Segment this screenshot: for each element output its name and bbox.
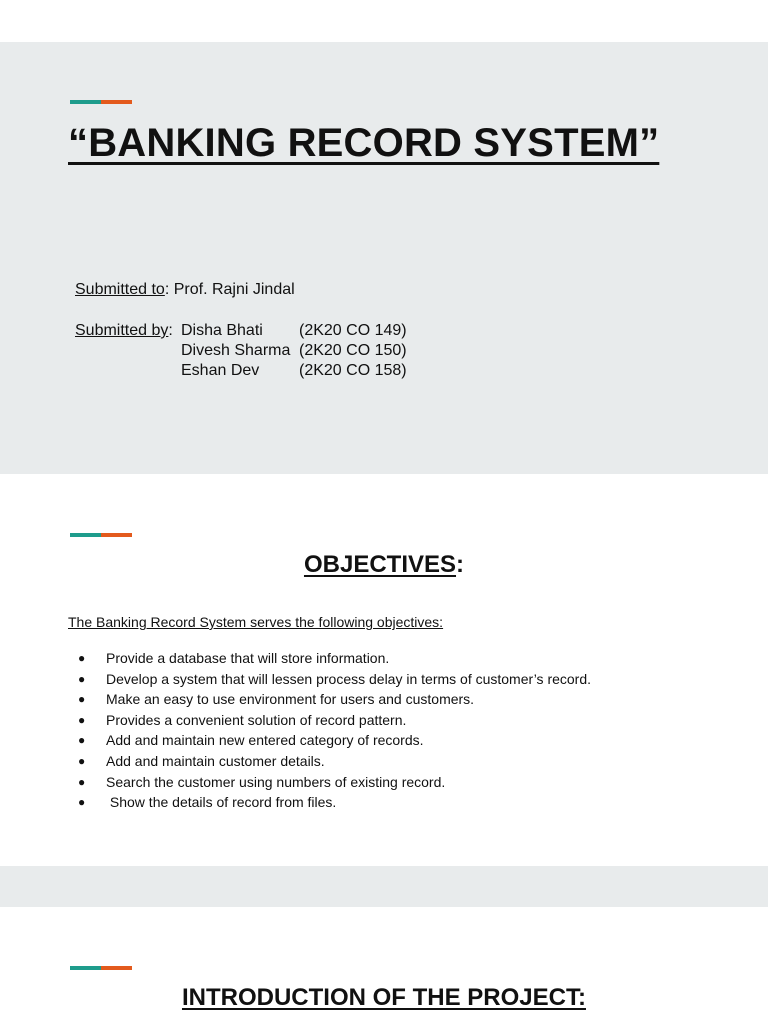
objectives-heading-text: OBJECTIVES <box>303 551 457 578</box>
accent-bar <box>70 966 132 970</box>
list-item-text: Make an easy to use environment for users and customers. <box>106 691 475 708</box>
submitted-to-value: : Prof. Rajni Jindal <box>164 281 295 298</box>
accent-bar-teal <box>70 966 101 970</box>
member-roll: (2K20 CO 150) <box>299 342 407 359</box>
list-item <box>78 710 591 731</box>
bullet-icon: ● <box>78 733 86 748</box>
bullet-icon: ● <box>78 753 86 768</box>
list-item-text: Add and maintain new entered category of records. <box>106 732 424 749</box>
accent-bar-orange <box>101 100 132 104</box>
member-row <box>181 321 407 341</box>
accent-bar-orange <box>101 966 132 970</box>
accent-bar <box>70 533 132 537</box>
member-row <box>181 341 407 361</box>
member-roll: (2K20 CO 149) <box>299 322 407 339</box>
bullet-icon: ● <box>78 712 86 727</box>
submitted-by-separator: : <box>168 322 173 339</box>
objectives-heading-suffix: : <box>456 551 465 578</box>
member-row <box>181 361 407 381</box>
accent-bar-teal <box>70 100 101 104</box>
objectives-list <box>78 648 591 813</box>
list-item-text: Develop a system that will lessen process delay in terms of customer’s record. <box>106 670 592 687</box>
submitted-by-label: Submitted by <box>75 322 169 339</box>
slide-separator <box>0 866 768 907</box>
submitted-to-label: Submitted to <box>75 281 165 298</box>
member-roll: (2K20 CO 158) <box>299 362 407 379</box>
objectives-intro: The Banking Record System serves the following objectives: <box>68 614 444 630</box>
list-item <box>78 648 591 669</box>
list-item-text: Search the customer using numbers of existing record. <box>106 773 446 790</box>
list-item-text: Provides a convenient solution of record pattern. <box>106 711 407 728</box>
list-item-text: Provide a database that will store information. <box>106 650 390 666</box>
list-item-text: Add and maintain customer details. <box>106 752 325 769</box>
member-name: Divesh Sharma <box>181 342 291 359</box>
list-item-text: Show the details of record from files. <box>106 794 337 811</box>
document-title: “BANKING RECORD SYSTEM” <box>68 121 660 165</box>
bullet-icon: ● <box>78 651 86 665</box>
bullet-icon: ● <box>78 795 86 810</box>
list-item <box>78 689 591 710</box>
member-name: Eshan Dev <box>181 362 260 379</box>
list-item <box>78 772 591 793</box>
list-item <box>78 669 591 690</box>
submitted-by-line <box>75 321 173 341</box>
accent-bar-orange <box>101 533 132 537</box>
introduction-heading <box>0 984 768 1012</box>
member-name: Disha Bhati <box>181 322 263 339</box>
bullet-icon: ● <box>78 774 86 789</box>
objectives-heading <box>0 551 768 579</box>
list-item <box>78 792 591 813</box>
bullet-icon: ● <box>78 671 86 686</box>
title-slide <box>0 42 768 474</box>
submitted-to-line <box>75 280 295 300</box>
bullet-icon: ● <box>78 692 86 707</box>
list-item <box>78 751 591 772</box>
introduction-heading-text: INTRODUCTION OF THE PROJECT: <box>181 984 586 1011</box>
accent-bar <box>70 100 132 104</box>
list-item <box>78 730 591 751</box>
accent-bar-teal <box>70 533 101 537</box>
